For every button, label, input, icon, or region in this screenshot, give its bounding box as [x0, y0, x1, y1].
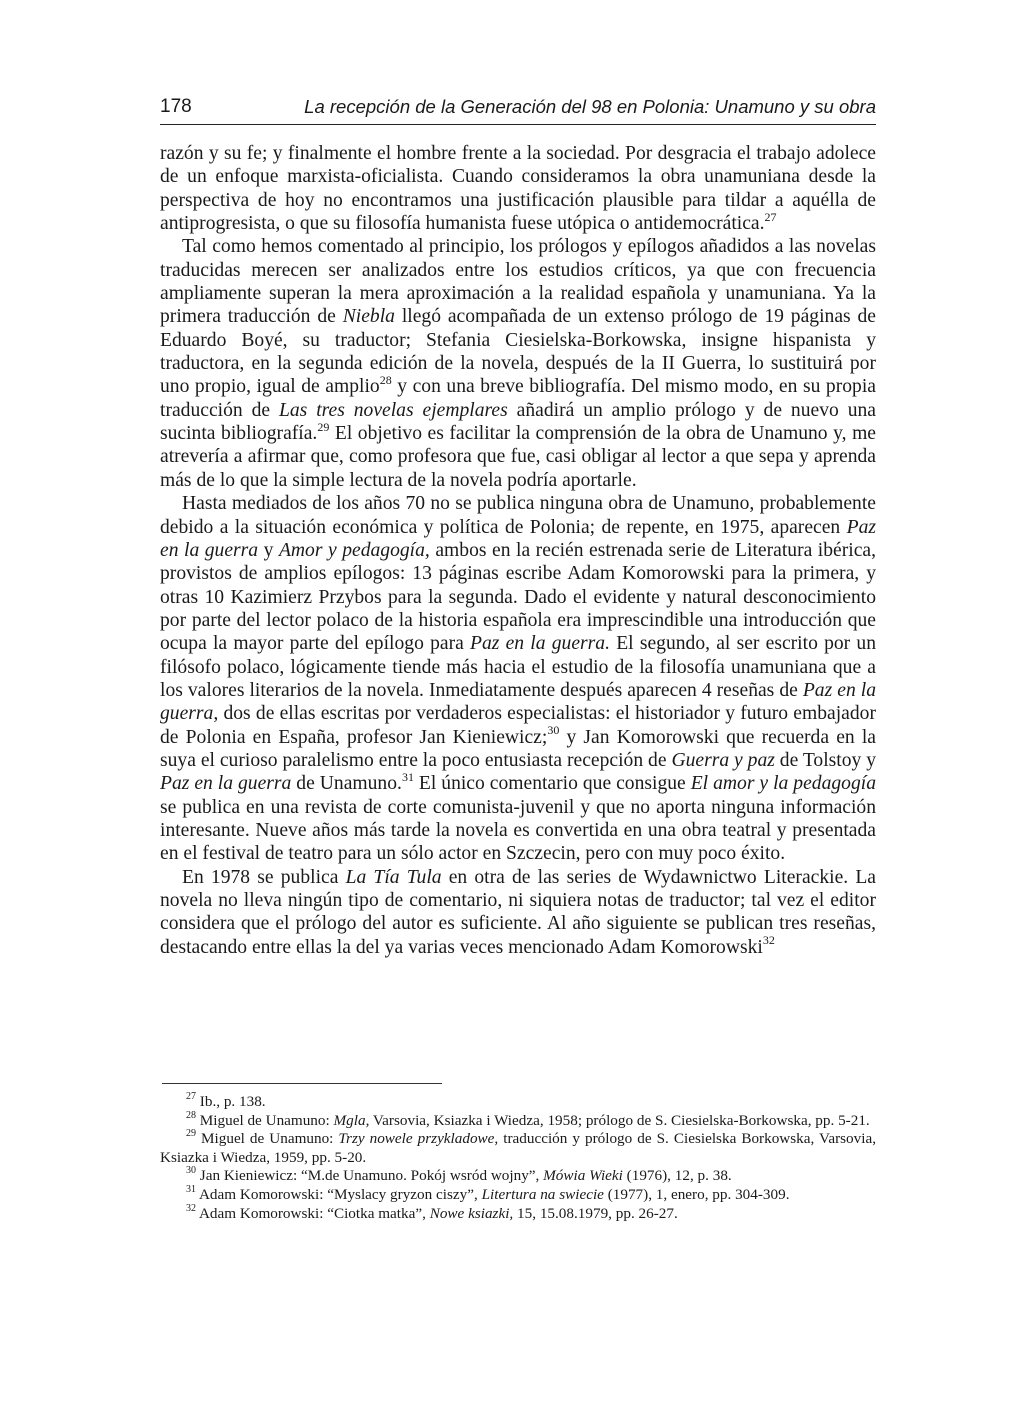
footnote-ref: 29 — [317, 419, 330, 434]
footnote-27 — [160, 1090, 876, 1112]
footnote-text: Ib., p. 138. — [199, 1093, 266, 1110]
footnote-italic: Mgla, — [333, 1111, 370, 1129]
footnote-number: 28 — [186, 1109, 196, 1121]
footnote-separator — [162, 1083, 442, 1084]
footnote-ref: 28 — [379, 372, 392, 387]
footnote-italic: Nowe ksiazki, — [429, 1204, 514, 1222]
footnote-ref: 27 — [764, 209, 777, 224]
footnote-text: Miguel de Unamuno: — [199, 1111, 334, 1129]
text-run: llegó acompañada de un extenso prólogo de 19 páginas de Eduardo Boyé, su traductor; Stefania Ciesielska-Borkowska, insigne hispanista y traductora, en la segunda edición de la novela, después de la II Guerra, lo sustituirá por uno propio, igual de amplio — [160, 306, 876, 398]
italic-title: Niebla — [342, 306, 395, 328]
text-run: añadirá un amplio prólogo y de nuevo una sucinta bibliografía. — [160, 399, 876, 445]
footnote-italic: Trzy nowele przykladowe, — [338, 1130, 499, 1148]
footnote-text: Varsovia, Ksiazka i Wiedza, 1958; prólogo de S. Ciesielska-Borkowska, pp. 5-21. — [369, 1111, 870, 1129]
text-run: y con una breve bibliografía. Del mismo modo, en su propia traducción de — [160, 376, 876, 421]
text-run: se publica en una revista de corte comunista-juvenil y que no aporta ninguna información interesante. Nueve años más tarde la novela es convertida en una obra teatral y presentada en el festival de teatro para un sólo actor en Szczecin, pero con muy poco éxito. — [160, 796, 876, 865]
footnote-number: 30 — [186, 1165, 196, 1177]
footnote-ref: 32 — [762, 933, 775, 948]
text-run: El segundo, al ser escrito por un filósofo polaco, lógicamente tiende más hacia el estudio de la filosofía unamuniana que a los valores literarios de la novela. Inmediatamente después aparecen 4 reseñas de — [160, 633, 876, 701]
main-text — [160, 142, 876, 959]
italic-title: Paz en la guerra, — [160, 679, 876, 725]
text-run: y — [258, 539, 279, 561]
footnote-text: traducción y prólogo de S. Ciesielska Borkowska, Varsovia, Ksiazka i Wiedza, 1959, pp. 5-20. — [160, 1130, 876, 1166]
footnote-29 — [160, 1130, 876, 1167]
footnote-30 — [160, 1167, 876, 1186]
text-run: dos de ellas escritas por verdaderos especialistas: el historiador y futuro embajador de Polonia en España, profesor Jan Kieniewicz; — [160, 703, 876, 748]
footnote-number: 29 — [186, 1128, 196, 1140]
footnote-text: Jan Kieniewicz: “M.de Unamuno. Pokój wsród wojny”, — [199, 1167, 544, 1185]
italic-title: La Tía Tula — [345, 866, 442, 888]
italic-title: Paz en la guerra — [160, 773, 292, 795]
footnote-ref: 31 — [401, 769, 414, 784]
text-run: de Unamuno. — [291, 773, 402, 795]
running-header — [160, 92, 876, 125]
paragraph-1 — [160, 142, 876, 235]
footnote-number: 27 — [186, 1090, 196, 1102]
footnote-italic: Mówia Wieki — [543, 1167, 623, 1185]
text-run: de Tolstoy y — [774, 749, 877, 771]
text-run: y Jan Komorowski que recuerda en la suya el curioso paralelismo entre la poco entusiasta recepción de — [160, 726, 876, 771]
footnote-32 — [160, 1202, 876, 1224]
page-number: 178 — [160, 96, 192, 117]
paragraph-3 — [160, 492, 876, 866]
text-run: ambos en la recién estrenada serie de Literatura ibérica, provistos de amplios epílogos: 13 páginas escribe Adam Komorowski para la primera, y otras 10 Kazimierz Przybos para la segunda. Dado el evidente y natural desconocimiento por parte del lector polaco de la historia española era imprescindible una introducción que ocupa la mayor parte del epílogo para — [160, 539, 876, 655]
footnote-number: 32 — [186, 1202, 196, 1214]
text-run: En 1978 se publica — [182, 866, 346, 888]
italic-title: Amor y pedagogía, — [278, 539, 430, 561]
running-title: La recepción de la Generación del 98 en Polonia: Unamuno y su obra — [304, 96, 876, 117]
footnote-italic: Litertura na swiecie — [481, 1185, 604, 1203]
footnote-text: 15, 15.08.1979, pp. 26-27. — [513, 1204, 678, 1222]
text-run: Hasta mediados de los años 70 no se publica ninguna obra de Unamuno, probablemente debido a la situación económica y política de Polonia; de repente, en 1975, aparecen — [160, 493, 876, 538]
footnote-text: Adam Komorowski: “Myslacy gryzon ciszy”, — [198, 1185, 482, 1203]
footnote-number: 31 — [186, 1183, 196, 1195]
text-run: El único comentario que consigue — [413, 773, 691, 795]
italic-title: Paz en la guerra. — [470, 633, 610, 655]
footnote-text: (1977), 1, enero, pp. 304-309. — [603, 1185, 790, 1203]
text-run: Tal como hemos comentado al principio, los prólogos y epílogos añadidos a las novelas traducidas merecen ser analizados entre los estudios críticos, ya que con frecuencia ampliamente superan la mera aproximación a la realidad española y unamuniana. Ya la primera traducción de — [160, 236, 876, 328]
footnote-text: Adam Komorowski: “Ciotka matka”, — [198, 1204, 430, 1222]
text-run: en otra de las series de Wydawnictwo Literackie. La novela no lleva ningún tipo de comentario, ni siquiera notas de traductor; tal vez el editor considera que el prólogo del autor es suficiente. Al año siguiente se publican tres reseñas, destacando entre ellas la del ya varias veces mencionado Adam Komorowski — [160, 866, 877, 958]
paragraph-2 — [160, 235, 876, 492]
text-run: razón y su fe; y finalmente el hombre frente a la sociedad. Por desgracia el trabajo adolece de un enfoque marxista-oficialista. Cuando consideramos la obra unamuniana desde la perspectiva de hoy no encontramos una justificación plausible para tildar a aquélla de antiprogresista, o que su filosofía humanista fuese utópica o antidemocrática. — [160, 143, 876, 235]
italic-title: Guerra y paz — [671, 749, 775, 771]
footnote-28 — [160, 1109, 876, 1131]
footnote-31 — [160, 1183, 876, 1205]
italic-title: Las tres novelas ejemplares — [278, 399, 508, 421]
footnote-text: (1976), 12, p. 38. — [622, 1167, 732, 1185]
footnote-ref: 30 — [547, 723, 560, 738]
footnote-text: Miguel de Unamuno: — [201, 1130, 339, 1148]
text-run: El objetivo es facilitar la comprensión de la obra de Unamuno y, me atrevería a afirmar que, como profesora que fue, casi obligar al lector a que sepa y aprenda más de lo que la simple lectura de la novela podría aportarle. — [160, 423, 877, 491]
paragraph-4 — [160, 866, 876, 959]
italic-title: El amor y la pedagogía — [690, 773, 876, 795]
italic-title: Paz en la guerra — [160, 516, 876, 561]
footnotes — [160, 1090, 876, 1223]
